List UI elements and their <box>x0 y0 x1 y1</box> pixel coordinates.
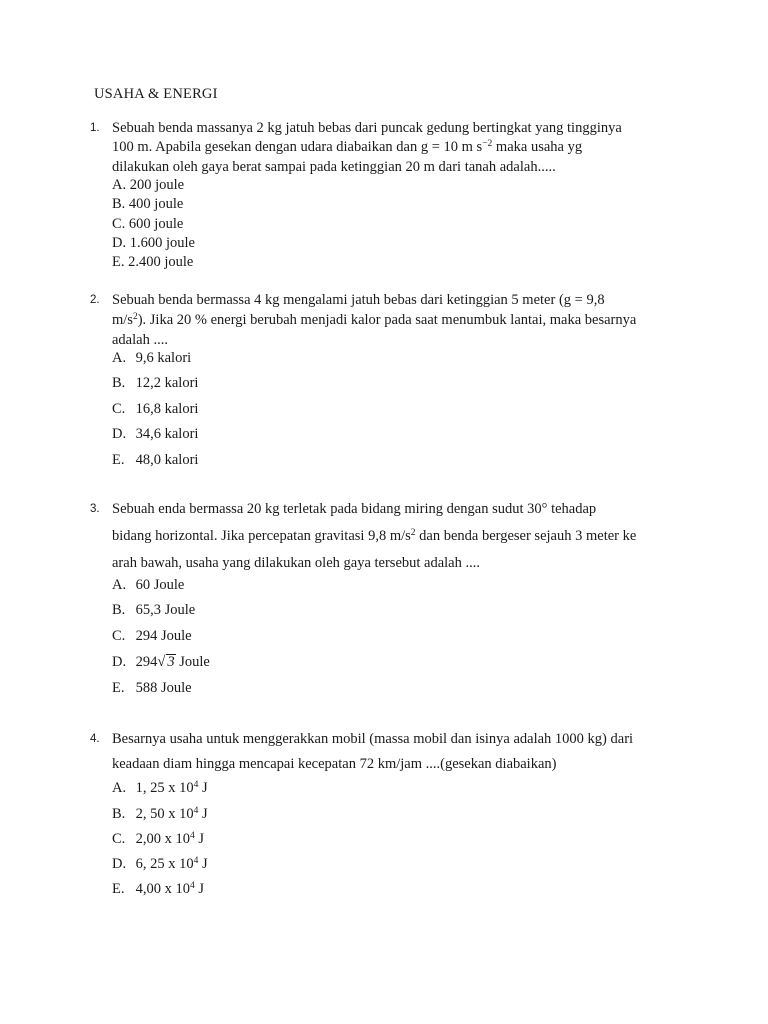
option-d: D. 294√ 3 Joule <box>112 654 210 670</box>
option-d: D. 6, 25 x $10^4$ J <box>112 856 208 872</box>
option-d: D. 34,6 kalori <box>112 426 199 442</box>
option-e: E. 48,0 kalori <box>112 452 199 468</box>
option-c: C. 294 Joule <box>112 628 192 644</box>
option-a: A. 60 Joule <box>112 577 185 593</box>
question-number: 1. <box>90 122 100 134</box>
option-e: E. 2.400 joule <box>112 254 194 270</box>
question-line: arah bawah, usaha yang dilakukan oleh gaya tersebut adalah .... <box>112 555 480 571</box>
option-d: D. 1.600 joule <box>112 235 195 251</box>
question-line: adalah .... <box>112 332 168 348</box>
option-c: C. 600 joule <box>112 216 184 232</box>
question-number: 2. <box>90 294 100 306</box>
option-c: C. 16,8 kalori <box>112 401 199 417</box>
option-b: B. 2, 50 x $10^4$ J <box>112 806 208 822</box>
option-b: B. 65,3 Joule <box>112 602 196 618</box>
question-number: 3. <box>90 503 100 515</box>
option-c: C. 2,00 x $10^4$ J <box>112 831 205 847</box>
option-b: B. 12,2 kalori <box>112 375 199 391</box>
question-line: Besarnya usaha untuk menggerakkan mobil (massa mobil dan isinya adalah 1000 kg) dari <box>112 731 634 747</box>
question-line: Sebuah enda bermassa 20 kg terletak pada bidang miring dengan sudut 30° tehadap <box>112 501 597 517</box>
square-root: √ 3 <box>157 654 175 670</box>
option-b: B. 400 joule <box>112 196 184 212</box>
question-line: $m/s^2$). Jika 20 % energi berubah menjadi kalor pada saat menumbuk lantai, maka besarnya <box>112 312 637 328</box>
question-line: Sebuah benda massanya 2 kg jatuh bebas dari puncak gedung bertingkat yang tingginya <box>112 120 622 136</box>
option-e: E. 588 Joule <box>112 680 192 696</box>
question-line: bidang horizontal. Jika percepatan gravitasi 9,8 $m/s^2$ dan benda bergeser sejauh 3 meter ke <box>112 528 637 544</box>
option-a: A. 9,6 kalori <box>112 350 192 366</box>
question-line: keadaan diam hingga mencapai kecepatan 72 km/jam ....(gesekan diabaikan) <box>112 756 557 772</box>
option-a: A. 200 joule <box>112 177 185 193</box>
option-e: E. 4,00 x $10^4$ J <box>112 881 205 897</box>
page-title: USAHA & ENERGI <box>94 86 218 102</box>
question-number: 4. <box>90 733 100 745</box>
question-line: Sebuah benda bermassa 4 kg mengalami jatuh bebas dari ketinggian 5 meter (g = 9,8 <box>112 292 605 308</box>
question-line: dilakukan oleh gaya berat sampai pada ketinggian 20 m dari tanah adalah..... <box>112 159 556 175</box>
question-line: 100 m. Apabila gesekan dengan udara diabaikan dan g = 10 m $s^{-2}$ maka usaha yg <box>112 139 583 155</box>
option-a: A. 1, 25 x $10^4$ J <box>112 780 208 796</box>
